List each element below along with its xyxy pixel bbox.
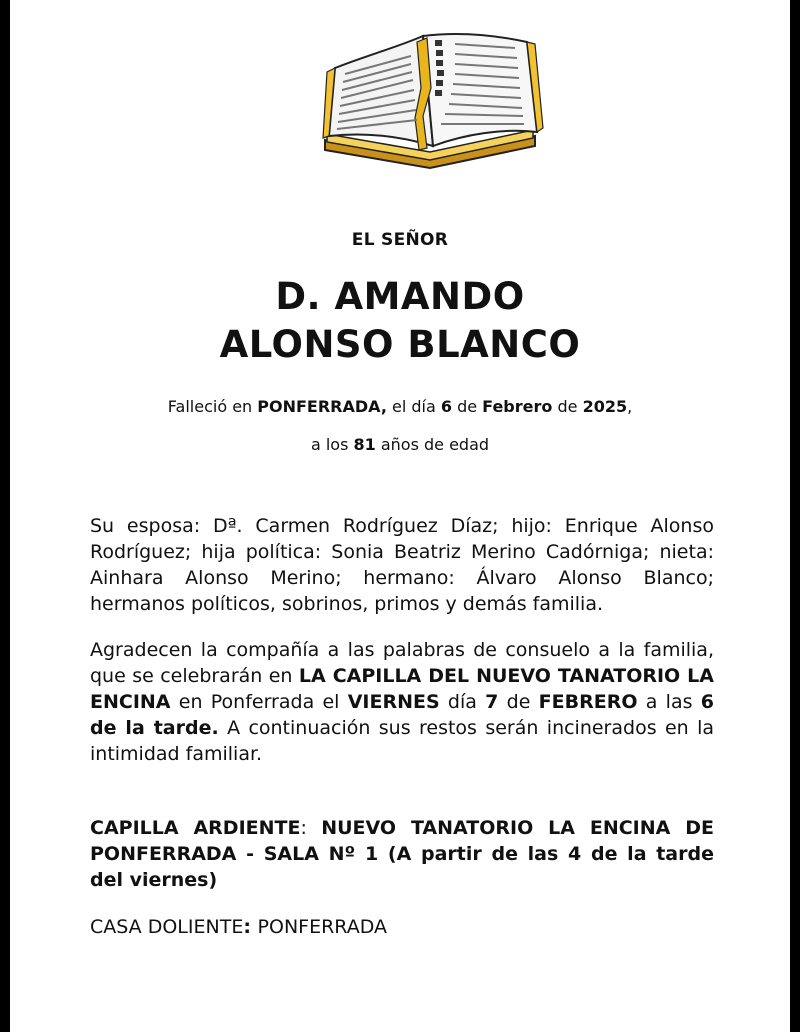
deceased-name-line1: D. AMANDO: [275, 275, 525, 318]
service-time: 6 de la tarde.: [90, 691, 714, 739]
service-month: FEBRERO: [538, 691, 638, 713]
chapel-label: CAPILLA ARDIENTE: [90, 817, 301, 839]
service-weekday: VIERNES: [347, 691, 440, 713]
family-paragraph: Su esposa: Dª. Carmen Rodríguez Díaz; hijo: Enrique Alonso Rodríguez; hija política: Sonia Beatriz Merino Cadórniga; nieta: Ainhara Alonso Merino; hermano: Álvaro Alonso Blanco; hermanos políticos, sobrinos, primos y demás familia.: [90, 515, 714, 615]
death-day: 6: [440, 397, 452, 416]
service-text-6: A continuación sus restos serán incinerados en la intimidad familiar.: [90, 717, 715, 765]
house-label: CASA DOLIENTE: [90, 916, 244, 938]
service-text-3: día: [439, 691, 486, 713]
death-mid2: de: [452, 397, 483, 416]
house-value: PONFERRADA: [257, 916, 388, 938]
chapel-paragraph: [90, 815, 714, 893]
death-notice: [10, 397, 790, 416]
house-paragraph: [90, 914, 714, 940]
age-suffix: años de edad: [375, 435, 490, 454]
death-prefix: Falleció en: [167, 397, 258, 416]
service-location: LA CAPILLA DEL NUEVO TANATORIO LA ENCINA: [90, 665, 714, 713]
death-suffix: ,: [627, 397, 633, 416]
death-place: PONFERRADA,: [257, 397, 387, 416]
death-mid3: de: [552, 397, 583, 416]
chapel-sep: :: [300, 817, 322, 839]
service-text-1: Agradecen la compañía a las palabras de consuelo a la familia, que se celebrarán en: [90, 639, 714, 687]
death-year: 2025: [582, 397, 628, 416]
service-day: 7: [485, 691, 499, 713]
house-sep: :: [243, 916, 258, 938]
service-paragraph: [90, 637, 714, 767]
deceased-name-line2: ALONSO BLANCO: [219, 323, 581, 366]
death-month: Febrero: [482, 397, 553, 416]
age-prefix: a los: [310, 435, 354, 454]
header-label: EL SEÑOR: [351, 230, 449, 250]
age-line: [10, 435, 790, 454]
service-text-5: a las: [637, 691, 701, 713]
death-mid1: el día: [386, 397, 441, 416]
service-text-4: de: [498, 691, 539, 713]
service-text-2: en Ponferrada el: [170, 691, 348, 713]
chapel-text: NUEVO TANATORIO LA ENCINA DE PONFERRADA - SALA Nº 1 (A partir de las 4 de la tarde del viernes): [90, 817, 714, 891]
obituary-page: [10, 0, 790, 1032]
age-value: 81: [353, 435, 376, 454]
open-book-icon: [315, 28, 545, 178]
